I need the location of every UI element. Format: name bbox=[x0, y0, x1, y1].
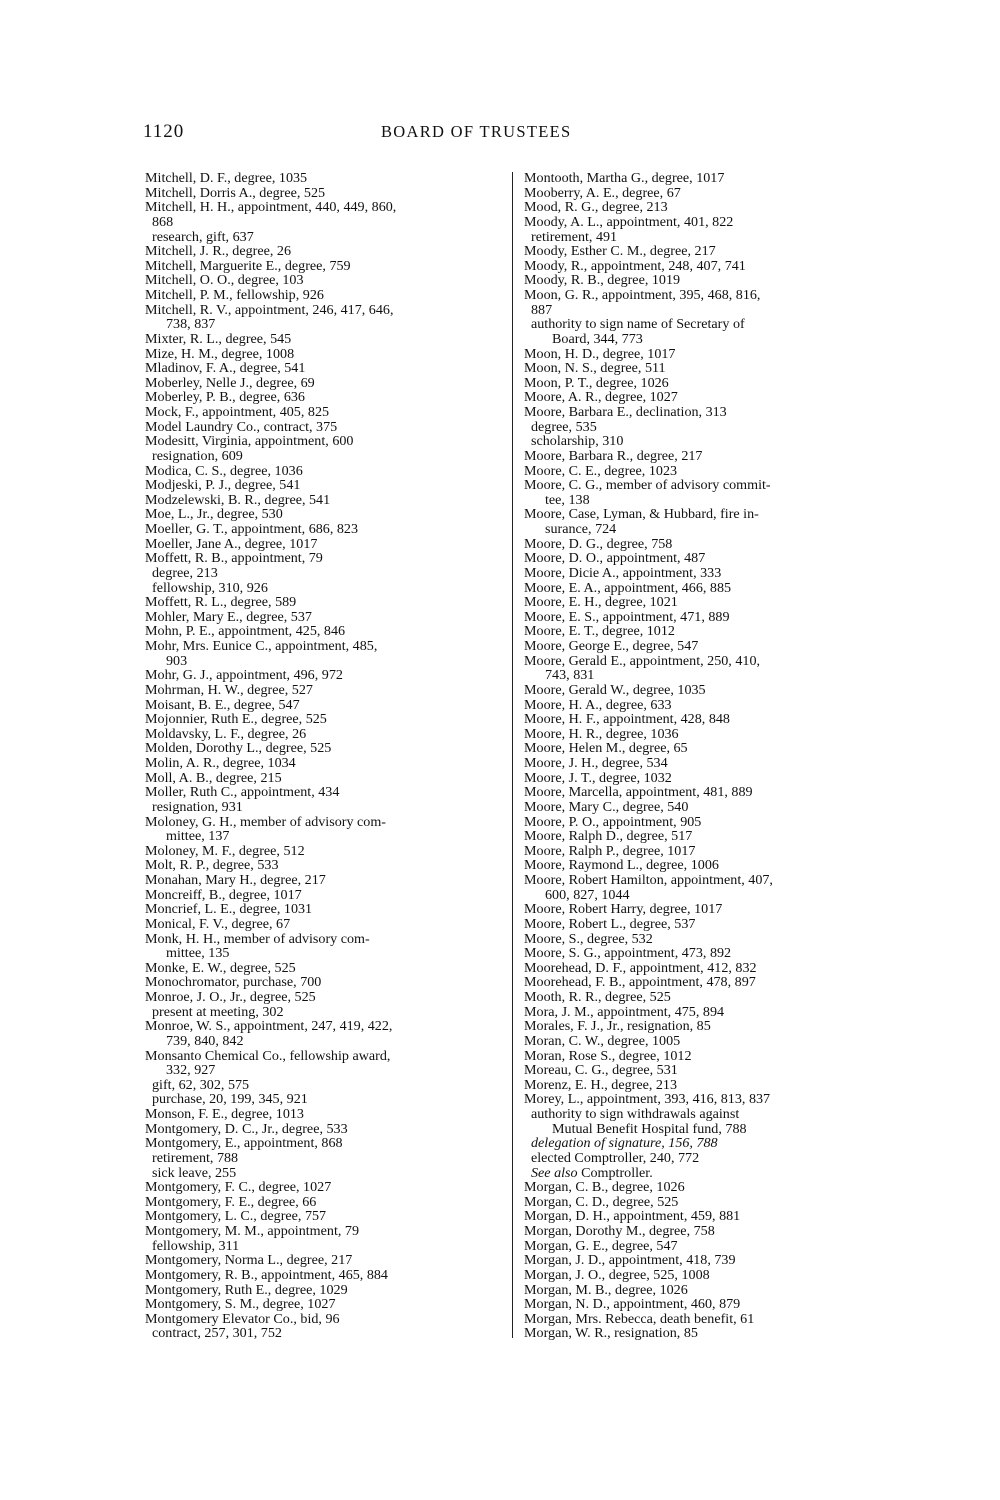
index-entry: Moore, P. O., appointment, 905 bbox=[524, 813, 702, 830]
index-entry: Moran, C. W., degree, 1005 bbox=[524, 1032, 681, 1049]
index-entry: scholarship, 310 bbox=[531, 433, 624, 450]
index-entry: Mitchell, Dorris A., degree, 525 bbox=[145, 184, 326, 201]
index-entry: Moore, H. A., degree, 633 bbox=[524, 696, 672, 713]
index-entry: Moore, C. E., degree, 1023 bbox=[524, 462, 678, 479]
index-entry: Montgomery, Norma L., degree, 217 bbox=[145, 1252, 353, 1269]
page-number: 1120 bbox=[143, 121, 185, 142]
index-entry: Moon, N. S., degree, 511 bbox=[524, 360, 666, 377]
index-entry: retirement, 491 bbox=[531, 228, 618, 245]
index-entry: Moore, Raymond L., degree, 1006 bbox=[524, 857, 719, 874]
index-entry: Monical, F. V., degree, 67 bbox=[145, 915, 291, 932]
index-entry: Montgomery, Ruth E., degree, 1029 bbox=[145, 1281, 348, 1298]
index-entry: Moore, Barbara E., declination, 313 bbox=[524, 404, 727, 420]
index-entry: Mohn, P. E., appointment, 425, 846 bbox=[145, 623, 346, 640]
index-entry: Morgan, J. D., appointment, 418, 739 bbox=[524, 1252, 736, 1269]
index-entry: Moon, P. T., degree, 1026 bbox=[524, 374, 669, 391]
index-entry: Mooth, R. R., degree, 525 bbox=[524, 989, 671, 1005]
index-entry: Moore, Gerald W., degree, 1035 bbox=[524, 681, 706, 698]
index-entry: Modesitt, Virginia, appointment, 600 bbox=[145, 433, 354, 450]
index-entry: Mixter, R. L., degree, 545 bbox=[145, 330, 292, 347]
index-entry: Moore, E. S., appointment, 471, 889 bbox=[524, 608, 730, 625]
index-entry: Monson, F. E., degree, 1013 bbox=[145, 1106, 304, 1122]
index-entry: Moncreiff, B., degree, 1017 bbox=[145, 886, 302, 903]
index-entry: Mojonnier, Ruth E., degree, 525 bbox=[145, 711, 327, 728]
index-entry: Moore, George E., degree, 547 bbox=[524, 638, 699, 654]
index-entry: Montgomery Elevator Co., bid, 96 bbox=[145, 1310, 340, 1327]
index-entry: Mood, R. G., degree, 213 bbox=[524, 199, 668, 216]
index-entry: Moorehead, F. B., appointment, 478, 897 bbox=[524, 974, 756, 991]
index-entry: Moisant, B. E., degree, 547 bbox=[145, 696, 300, 713]
index-entry: Moberley, Nelle J., degree, 69 bbox=[145, 374, 315, 391]
index-entry: degree, 535 bbox=[531, 418, 597, 435]
index-entry: Moore, A. R., degree, 1027 bbox=[524, 389, 678, 406]
index-entry: Molin, A. R., degree, 1034 bbox=[145, 755, 296, 771]
index-entry: Mora, J. M., appointment, 475, 894 bbox=[524, 1003, 725, 1020]
index-entry: Molden, Dorothy L., degree, 525 bbox=[145, 740, 332, 757]
index-entry: Moreau, C. G., degree, 531 bbox=[524, 1062, 678, 1079]
index-entry: Moller, Ruth C., appointment, 434 bbox=[145, 784, 340, 801]
index-entry: Montgomery, F. C., degree, 1027 bbox=[145, 1179, 332, 1196]
index-entry: Moore, Dicie A., appointment, 333 bbox=[524, 564, 722, 581]
index-entry: Morgan, J. O., degree, 525, 1008 bbox=[524, 1266, 710, 1283]
index-entry: Morenz, E. H., degree, 213 bbox=[524, 1076, 678, 1093]
index-entry: Monahan, Mary H., degree, 217 bbox=[145, 872, 326, 888]
index-entry: Monroe, J. O., Jr., degree, 525 bbox=[145, 989, 316, 1005]
index-entry: 738, 837 bbox=[166, 316, 216, 333]
index-entry: Mitchell, H. H., appointment, 440, 449, 860, bbox=[145, 199, 397, 216]
index-entry: Morgan, C. D., degree, 525 bbox=[524, 1193, 679, 1210]
index-entry: fellowship, 310, 926 bbox=[152, 579, 268, 596]
index-column-left bbox=[145, 171, 500, 1341]
index-entry: Mitchell, J. R., degree, 26 bbox=[145, 243, 291, 260]
index-entry: Montgomery, D. C., Jr., degree, 533 bbox=[145, 1120, 348, 1137]
index-entry: Moon, H. D., degree, 1017 bbox=[524, 345, 676, 362]
index-entry: Mitchell, O. O., degree, 103 bbox=[145, 272, 304, 289]
index-entry: Moore, E. T., degree, 1012 bbox=[524, 623, 675, 640]
index-entry: Moe, L., Jr., degree, 530 bbox=[145, 506, 283, 523]
index-entry: 903 bbox=[166, 652, 188, 669]
index-entry: Moore, Mary C., degree, 540 bbox=[524, 798, 689, 815]
index-entry: Moore, S. G., appointment, 473, 892 bbox=[524, 945, 732, 962]
index-entry: Moeller, G. T., appointment, 686, 823 bbox=[145, 521, 359, 537]
index-entry: Morgan, N. D., appointment, 460, 879 bbox=[524, 1296, 741, 1313]
index-entry: resignation, 609 bbox=[152, 447, 243, 464]
index-entry: fellowship, 311 bbox=[152, 1237, 240, 1254]
index-entry: Moldavsky, L. F., degree, 26 bbox=[145, 725, 307, 742]
index-entry: mittee, 137 bbox=[166, 828, 230, 845]
index-entry: mittee, 135 bbox=[166, 945, 230, 962]
index-entry: Moeller, Jane A., degree, 1017 bbox=[145, 535, 318, 552]
index-entry: Montgomery, F. E., degree, 66 bbox=[145, 1193, 317, 1210]
index-entry: Mohr, G. J., appointment, 496, 972 bbox=[145, 667, 343, 684]
index-entry: degree, 213 bbox=[152, 564, 218, 581]
index-entry: tee, 138 bbox=[545, 491, 590, 508]
index-entry: Moody, R., appointment, 248, 407, 741 bbox=[524, 257, 746, 274]
index-entry: Monroe, W. S., appointment, 247, 419, 422, bbox=[145, 1018, 393, 1035]
index-entry: Moore, J. T., degree, 1032 bbox=[524, 769, 672, 786]
index-entry: Moody, R. B., degree, 1019 bbox=[524, 272, 681, 289]
index-entry: Mitchell, P. M., fellowship, 926 bbox=[145, 287, 324, 303]
index-entry: research, gift, 637 bbox=[152, 228, 254, 245]
index-entry: Mitchell, D. F., degree, 1035 bbox=[145, 170, 308, 186]
index-entry: sick leave, 255 bbox=[152, 1164, 237, 1181]
index-entry: Moody, Esther C. M., degree, 217 bbox=[524, 243, 716, 260]
index-entry: Morales, F. J., Jr., resignation, 85 bbox=[524, 1018, 711, 1035]
index-entry: Moll, A. B., degree, 215 bbox=[145, 769, 282, 786]
index-entry: Moore, S., degree, 532 bbox=[524, 930, 653, 947]
index-entry: present at meeting, 302 bbox=[152, 1003, 284, 1020]
index-entry: Moorehead, D. F., appointment, 412, 832 bbox=[524, 959, 757, 976]
index-entry: Mitchell, Marguerite E., degree, 759 bbox=[145, 257, 351, 274]
index-entry: Mladinov, F. A., degree, 541 bbox=[145, 360, 306, 377]
index-entry: Morgan, G. E., degree, 547 bbox=[524, 1237, 678, 1254]
index-entry: Moore, C. G., member of advisory commit- bbox=[524, 477, 771, 494]
index-entry: 739, 840, 842 bbox=[166, 1032, 244, 1049]
index-entry: Moore, D. O., appointment, 487 bbox=[524, 550, 706, 567]
index-entry: Morgan, Dorothy M., degree, 758 bbox=[524, 1223, 715, 1239]
index-entry: 743, 831 bbox=[545, 667, 595, 684]
index-entry: Moran, Rose S., degree, 1012 bbox=[524, 1047, 692, 1064]
column-divider bbox=[512, 172, 513, 1338]
index-entry: contract, 257, 301, 752 bbox=[152, 1325, 282, 1342]
index-entry: Montgomery, S. M., degree, 1027 bbox=[145, 1296, 336, 1313]
index-entry: Modica, C. S., degree, 1036 bbox=[145, 462, 303, 479]
index-entry: Moore, Robert Hamilton, appointment, 407, bbox=[524, 872, 773, 888]
index-entry: resignation, 931 bbox=[152, 798, 243, 815]
index-entry: Monsanto Chemical Co., fellowship award, bbox=[145, 1047, 391, 1064]
index-entry: Morgan, Mrs. Rebecca, death benefit, 61 bbox=[524, 1310, 755, 1327]
index-entry: 600, 827, 1044 bbox=[545, 886, 630, 903]
index-entry: Morgan, C. B., degree, 1026 bbox=[524, 1179, 685, 1196]
index-entry: Molt, R. P., degree, 533 bbox=[145, 857, 279, 874]
index-entry: Monochromator, purchase, 700 bbox=[145, 974, 322, 991]
index-entry: Moon, G. R., appointment, 395, 468, 816, bbox=[524, 287, 761, 303]
index-entry: Morgan, M. B., degree, 1026 bbox=[524, 1281, 688, 1298]
index-entry: Board, 344, 773 bbox=[552, 330, 643, 347]
index-entry: Mooberry, A. E., degree, 67 bbox=[524, 184, 681, 201]
index-entry: Morey, L., appointment, 393, 416, 813, 837 bbox=[524, 1091, 771, 1108]
index-entry: 868 bbox=[152, 213, 174, 230]
index-entry: Montooth, Martha G., degree, 1017 bbox=[524, 170, 725, 186]
index-entry: Moncrief, L. E., degree, 1031 bbox=[145, 901, 313, 918]
index-entry: Montgomery, E., appointment, 868 bbox=[145, 1135, 343, 1152]
index-entry: Model Laundry Co., contract, 375 bbox=[145, 418, 338, 435]
index-entry: Monke, E. W., degree, 525 bbox=[145, 959, 296, 976]
index-entry: retirement, 788 bbox=[152, 1149, 239, 1166]
running-head: BOARD OF TRUSTEES bbox=[381, 122, 572, 141]
index-entry: Mohrman, H. W., degree, 527 bbox=[145, 681, 313, 698]
see-also-label: See also bbox=[531, 1164, 578, 1181]
index-entry: Modzelewski, B. R., degree, 541 bbox=[145, 491, 331, 508]
index-entry: Moberley, P. B., degree, 636 bbox=[145, 389, 305, 406]
index-entry: Mohler, Mary E., degree, 537 bbox=[145, 608, 312, 625]
index-entry: Moore, D. G., degree, 758 bbox=[524, 535, 673, 552]
index-entry: Moore, H. F., appointment, 428, 848 bbox=[524, 711, 730, 728]
index-entry: Moore, H. R., degree, 1036 bbox=[524, 725, 679, 742]
index-entry: Moore, Helen M., degree, 65 bbox=[524, 740, 688, 757]
index-entry: Morgan, W. R., resignation, 85 bbox=[524, 1325, 698, 1342]
index-entry: Montgomery, M. M., appointment, 79 bbox=[145, 1223, 360, 1239]
index-entry: Montgomery, L. C., degree, 757 bbox=[145, 1208, 327, 1225]
index-entry: Moore, Ralph P., degree, 1017 bbox=[524, 842, 696, 859]
index-entry: Moloney, G. H., member of advisory com- bbox=[145, 813, 386, 830]
index-entry: surance, 724 bbox=[545, 521, 617, 537]
index-entry: authority to sign withdrawals against bbox=[531, 1106, 740, 1122]
index-entry: Mock, F., appointment, 405, 825 bbox=[145, 404, 330, 420]
index-entry: Mize, H. M., degree, 1008 bbox=[145, 345, 295, 362]
index-entry: authority to sign name of Secretary of bbox=[531, 316, 745, 333]
index-entry: See also Comptroller. bbox=[531, 1164, 653, 1181]
index-entry: Moloney, M. F., degree, 512 bbox=[145, 842, 305, 859]
index-entry: elected Comptroller, 240, 772 bbox=[531, 1149, 700, 1166]
index-entry: Moore, Robert Harry, degree, 1017 bbox=[524, 901, 723, 918]
index-column-right bbox=[524, 171, 879, 1341]
index-entry: Moore, E. H., degree, 1021 bbox=[524, 594, 678, 611]
index-entry: Moody, A. L., appointment, 401, 822 bbox=[524, 213, 734, 230]
index-entry: Moore, Gerald E., appointment, 250, 410, bbox=[524, 652, 761, 669]
index-entry: Moore, J. H., degree, 534 bbox=[524, 755, 668, 771]
index-entry: Moffett, R. L., degree, 589 bbox=[145, 594, 297, 611]
index-entry: purchase, 20, 199, 345, 921 bbox=[152, 1091, 308, 1108]
index-entry: gift, 62, 302, 575 bbox=[152, 1076, 250, 1093]
index-entry: Montgomery, R. B., appointment, 465, 884 bbox=[145, 1266, 388, 1283]
index-entry: Moffett, R. B., appointment, 79 bbox=[145, 550, 323, 567]
index-entry: Moore, E. A., appointment, 466, 885 bbox=[524, 579, 732, 596]
index-entry: Monk, H. H., member of advisory com- bbox=[145, 930, 370, 947]
index-entry: Modjeski, P. J., degree, 541 bbox=[145, 477, 301, 494]
index-entry: Mohr, Mrs. Eunice C., appointment, 485, bbox=[145, 638, 378, 654]
index-entry: Mitchell, R. V., appointment, 246, 417, 646, bbox=[145, 301, 394, 318]
index-entry: 887 bbox=[531, 301, 553, 318]
index-entry: 332, 927 bbox=[166, 1062, 216, 1079]
index-entry: Moore, Case, Lyman, & Hubbard, fire in- bbox=[524, 506, 759, 523]
index-entry: Moore, Robert L., degree, 537 bbox=[524, 915, 696, 932]
index-entry: delegation of signature, 156, 788 bbox=[531, 1135, 718, 1152]
index-entry: Mutual Benefit Hospital fund, 788 bbox=[552, 1120, 747, 1137]
index-entry: Moore, Marcella, appointment, 481, 889 bbox=[524, 784, 753, 801]
index-entry: Moore, Barbara R., degree, 217 bbox=[524, 447, 703, 464]
index-entry: Moore, Ralph D., degree, 517 bbox=[524, 828, 693, 845]
index-entry: Morgan, D. H., appointment, 459, 881 bbox=[524, 1208, 741, 1225]
